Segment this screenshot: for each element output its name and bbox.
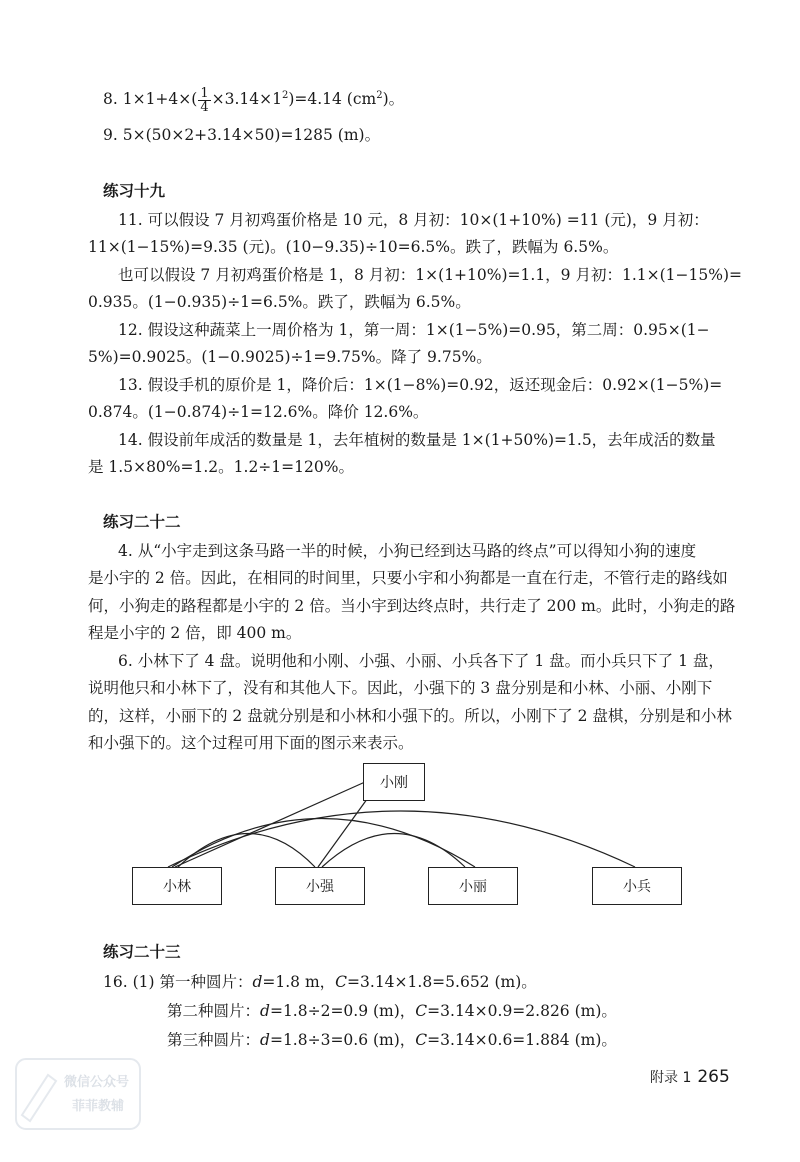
node-xiaoli: 小丽	[428, 867, 518, 905]
problem-4-line-4: 程是小宇的 2 倍，即 400 m。	[88, 624, 302, 642]
page-footer	[650, 1067, 730, 1087]
problem-13-line-2: 0.874。(1−0.874)÷1=12.6%。降价 12.6%。	[88, 403, 429, 421]
problem-6-line-3: 的，这样，小丽下的 2 盘就分别是和小林和小强下的。所以，小刚下了 2 盘棋，分别是和小林	[88, 707, 732, 725]
node-xiaoqiang: 小强	[275, 867, 365, 905]
problem-11-line-1: 11. 可以假设 7 月初鸡蛋价格是 10 元，8 月初：10×(1+10%) =11 (元)，9 月初：	[118, 211, 709, 229]
node-xiaobing: 小兵	[592, 867, 682, 905]
page-number: 265	[697, 1067, 730, 1087]
problem-14-line-1: 14. 假设前年成活的数量是 1，去年植树的数量是 1×(1+50%)=1.5，去年成活的数量	[118, 431, 716, 449]
problem-4-line-2: 是小宇的 2 倍。因此，在相同的时间里，只要小宇和小狗都是一直在行走，不管行走的路线如	[88, 569, 728, 587]
section-heading-23: 练习二十三	[103, 943, 181, 961]
problem-9: 9. 5×(50×2+3.14×50)=1285 (m)。	[103, 126, 381, 144]
problem-16-line-2: 第二种圆片：d=1.8÷2=0.9 (m)，C=3.14×0.9=2.826 (m)。	[167, 1002, 617, 1020]
problem-6-line-4: 和小强下的。这个过程可用下面的图示来表示。	[88, 734, 414, 752]
problem-6-line-1: 6. 小林下了 4 盘。说明他和小刚、小强、小丽、小兵各下了 1 盘。而小兵只下了 1 盘，	[118, 652, 724, 670]
edge-xiaoqiang-xiaoli	[322, 834, 465, 868]
problem-8: 8. 1×1+4×( $\frac{1}{4}$ $\times 3.14\times 1^2)=4.14$ $(cm^2)$。	[103, 85, 405, 115]
problem-12-line-1: 12. 假设这种蔬菜上一周价格为 1，第一周：1×(1−5%)=0.95，第二周：0.95×(1−	[118, 321, 710, 339]
problem-6-line-2: 说明他只和小林下了，没有和其他人下。因此，小强下的 3 盘分别是和小林、小丽、小刚下	[88, 679, 713, 697]
problem-13-line-1: 13. 假设手机的原价是 1，降价后：1×(1−8%)=0.92，返还现金后：0.92×(1−5%)=	[118, 376, 723, 394]
problem-16-line-1: 16. (1) 第一种圆片：d=1.8 m，C=3.14×1.8=5.652 (m)。	[103, 973, 537, 991]
node-xiaogang: 小刚	[363, 763, 425, 801]
problem-11-line-2: 11×(1−15%)=9.35 (元)。(10−9.35)÷10=6.5%。跌了，跌幅为 6.5%。	[88, 238, 619, 256]
problem-4-line-1: 4. 从“小宇走到这条马路一半的时候，小狗已经到达马路的终点”可以得知小狗的速度	[118, 542, 697, 560]
problem-14-line-2: 是 1.5×80%=1.2。1.2÷1=120%。	[88, 458, 354, 476]
watermark-pen-icon	[14, 1045, 142, 1135]
problem-11-line-4: 0.935。(1−0.935)÷1=6.5%。跌了，跌幅为 6.5%。	[88, 293, 471, 311]
problem-12-line-2: 5%)=0.9025。(1−0.9025)÷1=9.75%。降了 9.75%。	[88, 348, 492, 366]
problem-4-line-3: 何，小狗走的路程都是小宇的 2 倍。当小宇到达终点时，共行走了 200 m。此时，小狗走的路	[88, 597, 736, 615]
edge-xiaogang-xiaoqiang	[318, 795, 370, 867]
watermark-line-1: 微信公众号	[64, 1075, 130, 1090]
node-xiaolin: 小林	[132, 867, 222, 905]
section-heading-19: 练习十九	[103, 182, 166, 200]
edge-xiaolin-xiaoqiang	[178, 834, 315, 868]
watermark	[14, 1045, 142, 1135]
watermark-line-2: 菲菲教辅	[72, 1099, 125, 1114]
fraction-quarter: $\frac{1}{4}$	[200, 85, 209, 115]
section-heading-22: 练习二十二	[103, 513, 181, 531]
appendix-label: 附录 1	[650, 1070, 692, 1086]
problem-11-line-3: 也可以假设 7 月初鸡蛋价格是 1，8 月初：1×(1+10%)=1.1，9 月初：1.1×(1−15%)=	[118, 266, 742, 284]
problem-16-line-3: 第三种圆片：d=1.8÷3=0.6 (m)，C=3.14×0.6=1.884 (m)。	[167, 1031, 617, 1049]
